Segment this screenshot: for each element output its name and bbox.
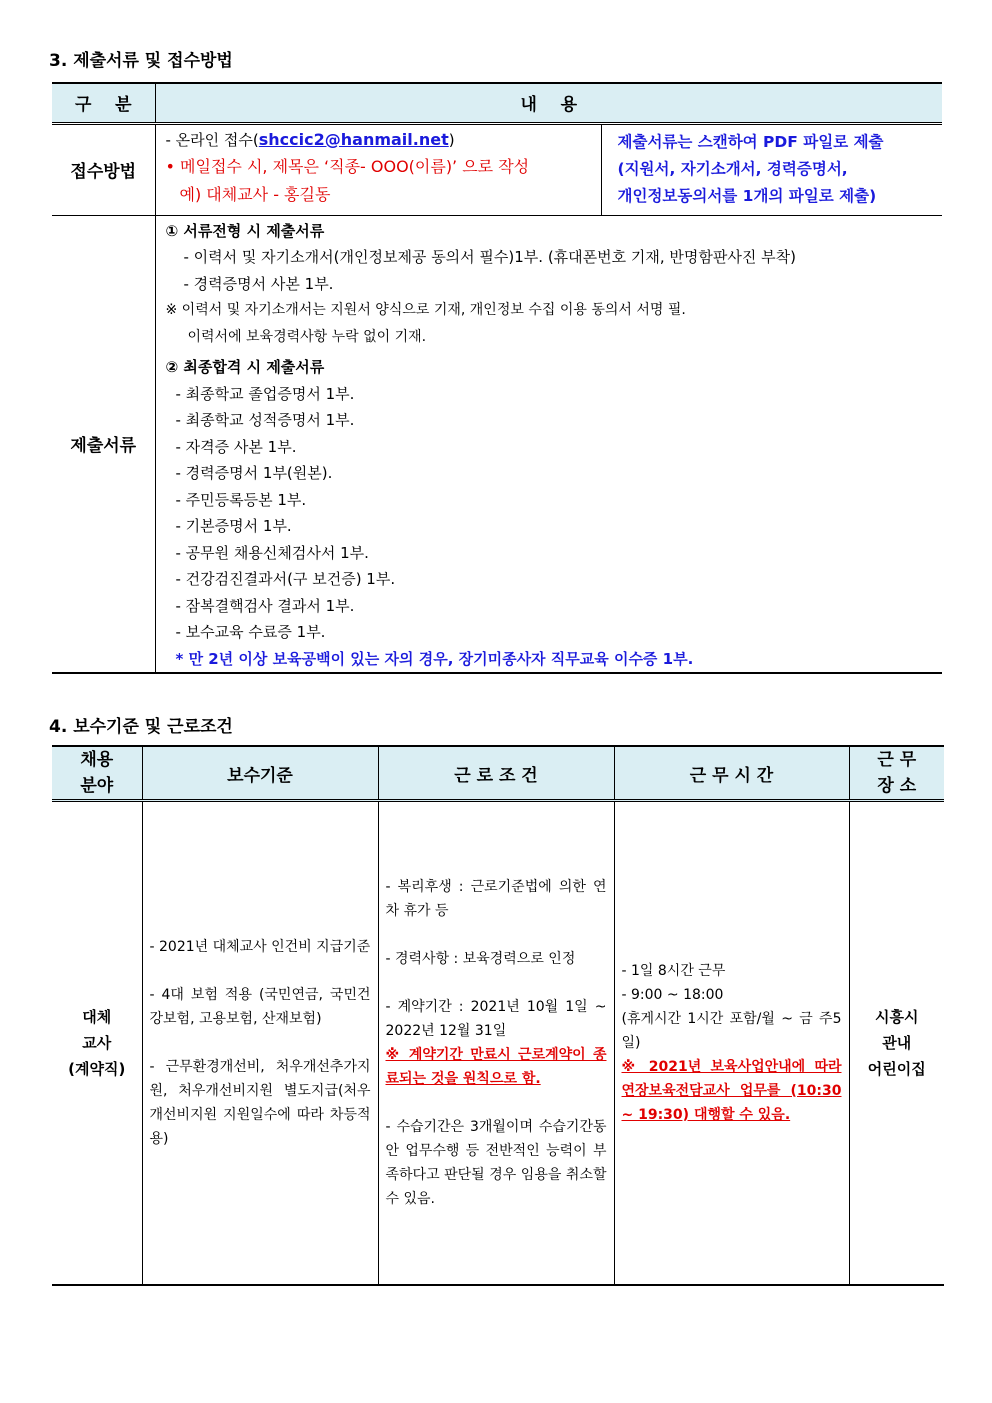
header-place (849, 746, 944, 801)
stage2-item: - 최종학교 졸업증명서 1부. (175, 384, 355, 403)
header-field (52, 746, 142, 801)
stage1-item: - 경력증명서 사본 1부. (183, 274, 334, 293)
header-hours: 근 무 시 간 (614, 746, 849, 801)
submission-table (52, 82, 942, 674)
extra-note: * 만 2년 이상 보육공백이 있는 자의 경우, 장기미종사자 직무교육 이수증 1부. (175, 649, 694, 668)
header-place-line-2: 장 소 (877, 776, 917, 796)
documents-content (155, 215, 942, 673)
hours-line: - 9:00 ~ 18:00 (621, 986, 724, 1003)
header-field-line-2: 분야 (80, 776, 114, 796)
field-line: 대체 (82, 1007, 112, 1026)
stage2-item: - 주민등록등본 1부. (175, 490, 307, 509)
stage2-item: - 자격증 사본 1부. (175, 437, 297, 456)
hours-line: - 1일 8시간 근무 (621, 962, 726, 979)
salary-line: - 4대 보험 적용 (국민연금, 국민건강보험, 고용보험, 산재보험) (149, 986, 371, 1027)
scan-note-line-3: 개인정보동의서를 1개의 파일로 제출) (617, 186, 877, 205)
stage1-title: ① 서류전형 시 제출서류 (165, 221, 325, 240)
example-note: 예) 대체교사 - 홍길동 (179, 185, 331, 204)
stage2-title: ② 최종합격 시 제출서류 (165, 358, 325, 376)
header-category: 구 분 (52, 83, 155, 123)
email-subject-note: 메일접수 시, 제목은 ‘직종- OOO(이름)’ 으로 작성 (180, 157, 530, 176)
welfare-line: - 복리후생 : 근로기준법에 의한 연차 휴가 등 (385, 878, 607, 919)
field-cell (52, 801, 142, 1285)
place-cell (849, 801, 944, 1285)
method-label: 접수방법 (52, 123, 155, 215)
stage1-item: - 이력서 및 자기소개서(개인정보제공 동의서 필수)1부. (휴대폰번호 기재, 반명함판사진 부착) (183, 248, 796, 266)
salary-line: - 근무환경개선비, 처우개선추가지원, 처우개선비지원 별도지급(처우개선비지원 지원일수에 따라 차등적용) (149, 1058, 371, 1147)
header-content: 내 용 (155, 83, 942, 123)
stage2-item: - 기본증명서 1부. (175, 517, 292, 535)
bullet-icon: • (165, 157, 175, 176)
documents-label: 제출서류 (52, 215, 155, 673)
stage2-item: - 경력증명서 1부(원본). (175, 464, 333, 482)
stage2-item: - 건강검진결과서(구 보건증) 1부. (175, 570, 396, 588)
hours-line: (휴게시간 1시간 포함/월 ~ 금 주5일) (621, 1010, 842, 1051)
period-note: ※ 계약기간 만료시 근로계약이 종료되는 것을 원칙으로 함. (385, 1046, 607, 1087)
salary-cell (142, 801, 378, 1285)
probation-line: - 수습기간은 3개월이며 수습기간동안 업무수행 등 전반적인 능력이 부족하다고 판단될 경우 임용을 취소할 수 있음. (385, 1118, 607, 1207)
field-line: 교사 (82, 1033, 112, 1052)
email-link[interactable]: shccic2@hanmail.net (258, 129, 449, 149)
header-place-line-1: 근 무 (877, 750, 917, 770)
online-prefix: - 온라인 접수( (165, 130, 259, 149)
header-field-line-1: 채용 (80, 750, 114, 770)
note-line-2: 이력서에 보육경력사항 누락 없이 기재. (187, 328, 427, 345)
hours-cell (614, 801, 849, 1285)
hours-note: ※ 2021년 보육사업안내에 따라 연장보육전담교사 업무를 (10:30 ~ 19:30) 대행할 수 있음. (621, 1058, 842, 1123)
stage2-item: - 공무원 채용신체검사서 1부. (175, 543, 369, 562)
scan-note-line-1: 제출서류는 스캔하여 PDF 파일로 제출 (617, 132, 884, 151)
period-line: - 계약기간 : 2021년 10월 1일 ~ 2022년 12월 31일 (385, 998, 607, 1039)
place-line: 어린이집 (867, 1059, 926, 1078)
scan-note-line-2: (지원서, 자기소개서, 경력증명서, (617, 159, 848, 178)
stage2-item: - 최종학교 성적증명서 1부. (175, 411, 355, 429)
method-content (155, 123, 601, 215)
field-line: (계약직) (68, 1059, 126, 1078)
header-salary: 보수기준 (142, 746, 378, 801)
stage2-item: - 잠복결핵검사 결과서 1부. (175, 596, 355, 615)
place-line: 관내 (882, 1033, 912, 1052)
conditions-cell (378, 801, 614, 1285)
place-line: 시흥시 (875, 1007, 919, 1026)
stage2-item: - 보수교육 수료증 1부. (175, 623, 326, 641)
conditions-table (52, 745, 944, 1286)
section-3-heading: 3. 제출서류 및 접수방법 (49, 51, 233, 71)
section-4-heading: 4. 보수기준 및 근로조건 (49, 717, 233, 737)
career-line: - 경력사항 : 보육경력으로 인정 (385, 950, 576, 967)
salary-line: - 2021년 대체교사 인건비 지급기준 (149, 938, 371, 955)
online-suffix: ) (448, 130, 455, 149)
note-line-1: ※ 이력서 및 자기소개서는 지원서 양식으로 기재, 개인정보 수집 이용 동의서 서명 필. (165, 302, 686, 318)
header-conditions: 근 로 조 건 (378, 746, 614, 801)
scan-note (601, 123, 942, 215)
